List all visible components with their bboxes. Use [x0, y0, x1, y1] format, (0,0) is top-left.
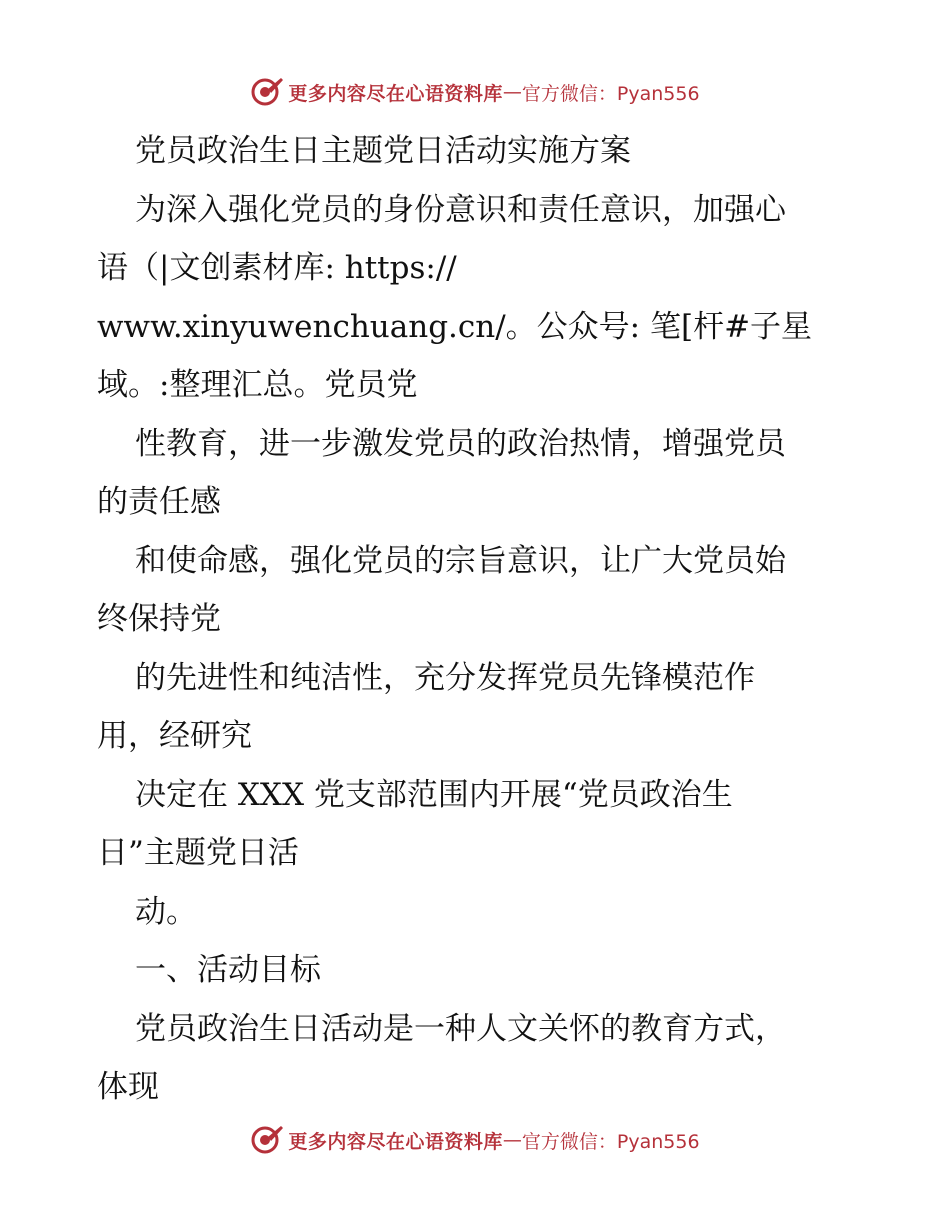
paragraph-line: 用，经研究 — [97, 718, 252, 754]
document-title: 党员政治生日主题党日活动实施方案 — [135, 133, 631, 169]
paragraph-line: 的责任感 — [97, 484, 221, 520]
paragraph-line: 日”主题党日活 — [97, 835, 299, 871]
header-banner — [0, 72, 950, 112]
paragraph-line: 的先进性和纯洁性，充分发挥党员先锋模范作 — [135, 659, 755, 696]
banner-title: 更多内容尽在心语资料库 — [288, 1130, 503, 1153]
pen-logo-icon — [250, 75, 284, 109]
paragraph-line: 语（|文创素材库: https:// — [97, 250, 457, 286]
pen-logo-icon — [250, 1123, 284, 1157]
paragraph-line: 域。:整理汇总。党员党 — [97, 367, 418, 403]
paragraph-line: 体现 — [97, 1069, 159, 1105]
banner-dash: — — [502, 1129, 522, 1151]
paragraph-line: 性教育，进一步激发党员的政治热情，增强党员 — [135, 425, 786, 462]
paragraph-line: 为深入强化党员的身份意识和责任意识，加强心 — [135, 191, 786, 228]
paragraph-line: 党员政治生日活动是一种人文关怀的教育方式， — [135, 1010, 786, 1047]
paragraph-line: 和使命感，强化党员的宗旨意识，让广大党员始 — [135, 542, 786, 579]
document-body — [97, 122, 857, 1117]
paragraph-line: 决定在 XXX 党支部范围内开展“党员政治生 — [135, 776, 733, 813]
banner-wechat: 官方微信：Pyan556 — [521, 82, 700, 105]
paragraph-line: www.xinyuwenchuang.cn/。公众号: 笔[杆#子星 — [97, 308, 813, 345]
paragraph-line: 终保持党 — [97, 601, 221, 637]
banner-wechat: 官方微信：Pyan556 — [521, 1130, 700, 1153]
paragraph-line: 动。 — [135, 893, 197, 930]
section-heading: 一、活动目标 — [135, 952, 321, 988]
footer-banner — [0, 1120, 950, 1160]
banner-title: 更多内容尽在心语资料库 — [288, 82, 503, 105]
banner-dash: — — [502, 81, 522, 103]
